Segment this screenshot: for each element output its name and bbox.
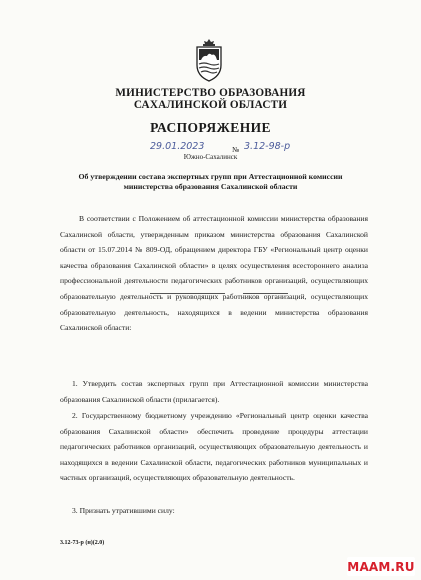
item-2-text: 2. Государственному бюджетному учреждению «Региональный центр оценки качества образования Сахалинской области» обеспечить проведение процедуры аттестации педагогических работников организаций, осуществляющих образовательную деятельность и находящихся в ведении Сахалинской области, педагогических работников муниципальных и частных организаций, осуществляющих образовательную деятельность. [60,411,368,483]
handwritten-date: 29.01.2023 [150,141,205,152]
preamble-paragraph [60,211,368,336]
item-1 [60,376,368,407]
watermark-text: MAAM.RU [347,559,415,574]
ministry-name-line-2: САХАЛИНСКОЙ ОБЛАСТИ [133,99,288,111]
item-1-text: 1. Утвердить состав экспертных групп при Аттестационной комиссии министерства образования Сахалинской области (прилагается). [60,379,368,404]
item-2 [60,408,368,486]
item-3 [60,503,368,519]
handwritten-number: 3.12-98-р [244,141,291,152]
document-title: Об утверждении состава экспертных групп при Аттестационной комиссии министерства образования Сахалинской области [78,172,343,191]
coat-of-arms-icon [193,38,225,82]
ministry-name-line-1: МИНИСТЕРСТВО ОБРАЗОВАНИЯ [115,87,306,99]
document-type: РАСПОРЯЖЕНИЕ [150,120,271,135]
item-3-text: 3. Признать утратившими силу: [72,506,175,515]
preamble-text: В соответствии с Положением об аттестационной комиссии министерства образования Сахалинской области, утвержденным приказом министерства образования Сахалинской области от 15.07.2014 № 809-ОД, обращением директора ГБУ «Региональный центр оценки качества образования Сахалинской области» в целях осуществления всестороннего анализа профессиональной деятельности педагогических работников организаций, осуществляющих образовательную деятельность и руководящих работников организаций, осуществляющих образовательную деятельность, находящихся в ведении министерства образования Сахалинской области: [60,214,368,333]
watermark-badge [347,557,415,576]
document-code: 3.12-73-р (н)(2.0) [60,540,105,546]
number-label: № [232,145,240,154]
city: Южно-Сахалинск [183,153,238,161]
